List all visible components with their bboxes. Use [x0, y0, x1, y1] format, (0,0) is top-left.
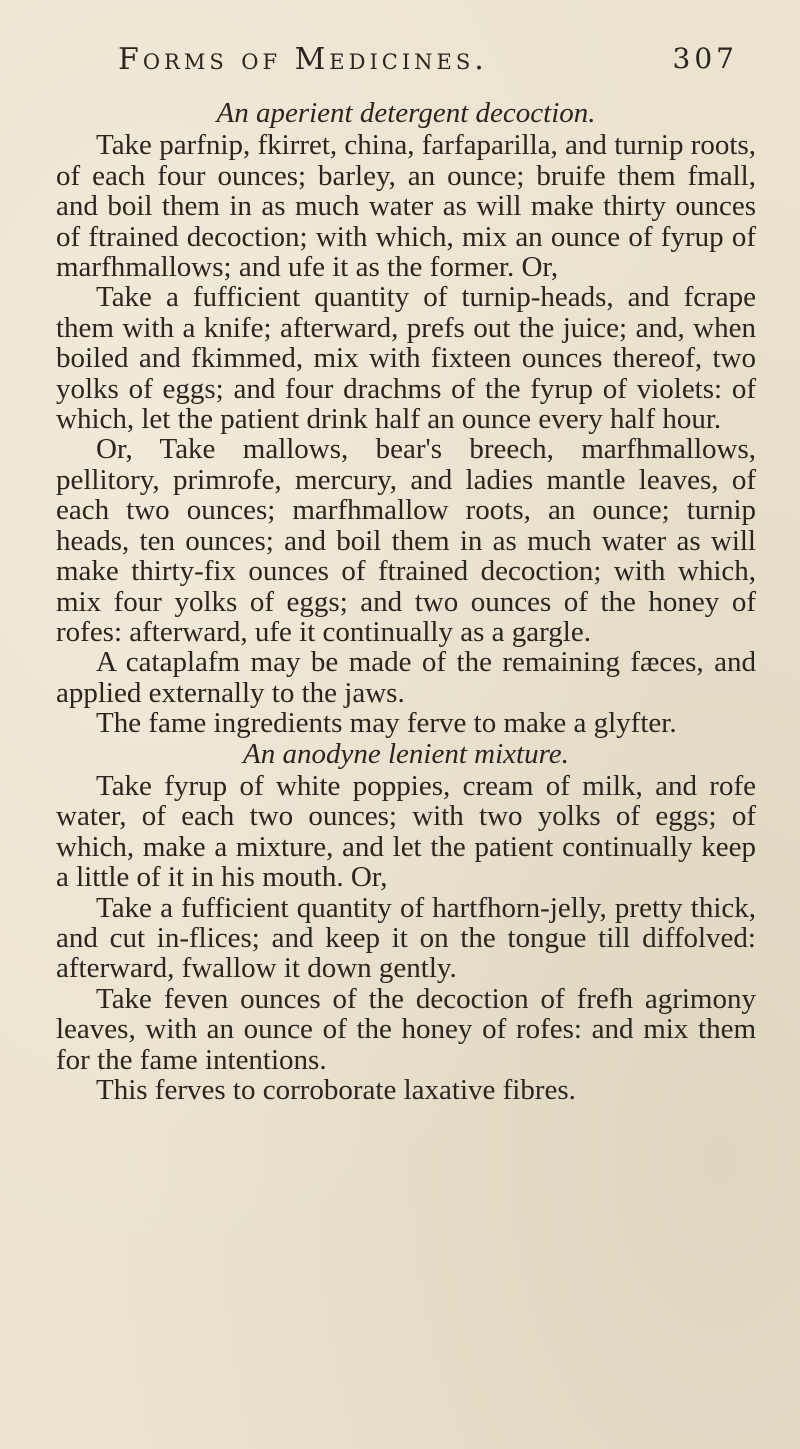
section-heading: An aperient detergent decoction.: [216, 97, 596, 129]
running-head: [118, 42, 738, 77]
paragraph: This ferves to corroborate laxative fibres.: [96, 1074, 576, 1106]
paragraph: Take fyrup of white poppies, cream of milk, and rofe water, of each two ounces; with two yolks of eggs; of which, make a mixture, and let the patient continually keep a little of it in his mouth. Or,: [56, 769, 756, 894]
paragraph: Take parfnip, fkirret, china, farfaparilla, and turnip roots, of each four ounces; barley, an ounce; bruife them fmall, and boil them in as much water as will make thirty ounces of ftrained decoction; with which, mix an ounce of fyrup of marfhmallows; and ufe it as the former. Or,: [56, 129, 756, 284]
paragraph: A cataplafm may be made of the remaining fæces, and applied externally to the jaws.: [56, 646, 756, 709]
body-text: [56, 98, 756, 1105]
running-head-title: Forms of Medicines.: [118, 42, 488, 77]
page-number: 307: [672, 42, 738, 75]
paragraph: The fame ingredients may ferve to make a glyfter.: [96, 707, 677, 740]
paragraph: Take a fufficient quantity of hartfhorn-jelly, pretty thick, and cut in-flices; and keep it on the tongue till diffolved: afterward, fwallow it down gently.: [56, 891, 756, 985]
section-heading: An anodyne lenient mixture.: [243, 737, 569, 770]
paragraph: Take feven ounces of the decoction of frefh agrimony leaves, with an ounce of the honey of rofes: and mix them for the fame intentions.: [56, 982, 756, 1076]
paragraph: Or, Take mallows, bear's breech, marfhmallows, pellitory, primrofe, mercury, and ladies mantle leaves, of each two ounces; marfhmallow roots, an ounce; turnip heads, ten ounces; and boil them in as much water as will make thirty-fix ounces of ftrained decoction; with which, mix four yolks of eggs; and two ounces of the honey of rofes: afterward, ufe it continually as a gargle.: [56, 433, 756, 648]
paragraph: Take a fufficient quantity of turnip-heads, and fcrape them with a knife; afterward, prefs out the juice; and, when boiled and fkimmed, mix with fixteen ounces thereof, two yolks of eggs; and four drachms of the fyrup of violets: of which, let the patient drink half an ounce every half hour.: [56, 281, 756, 436]
